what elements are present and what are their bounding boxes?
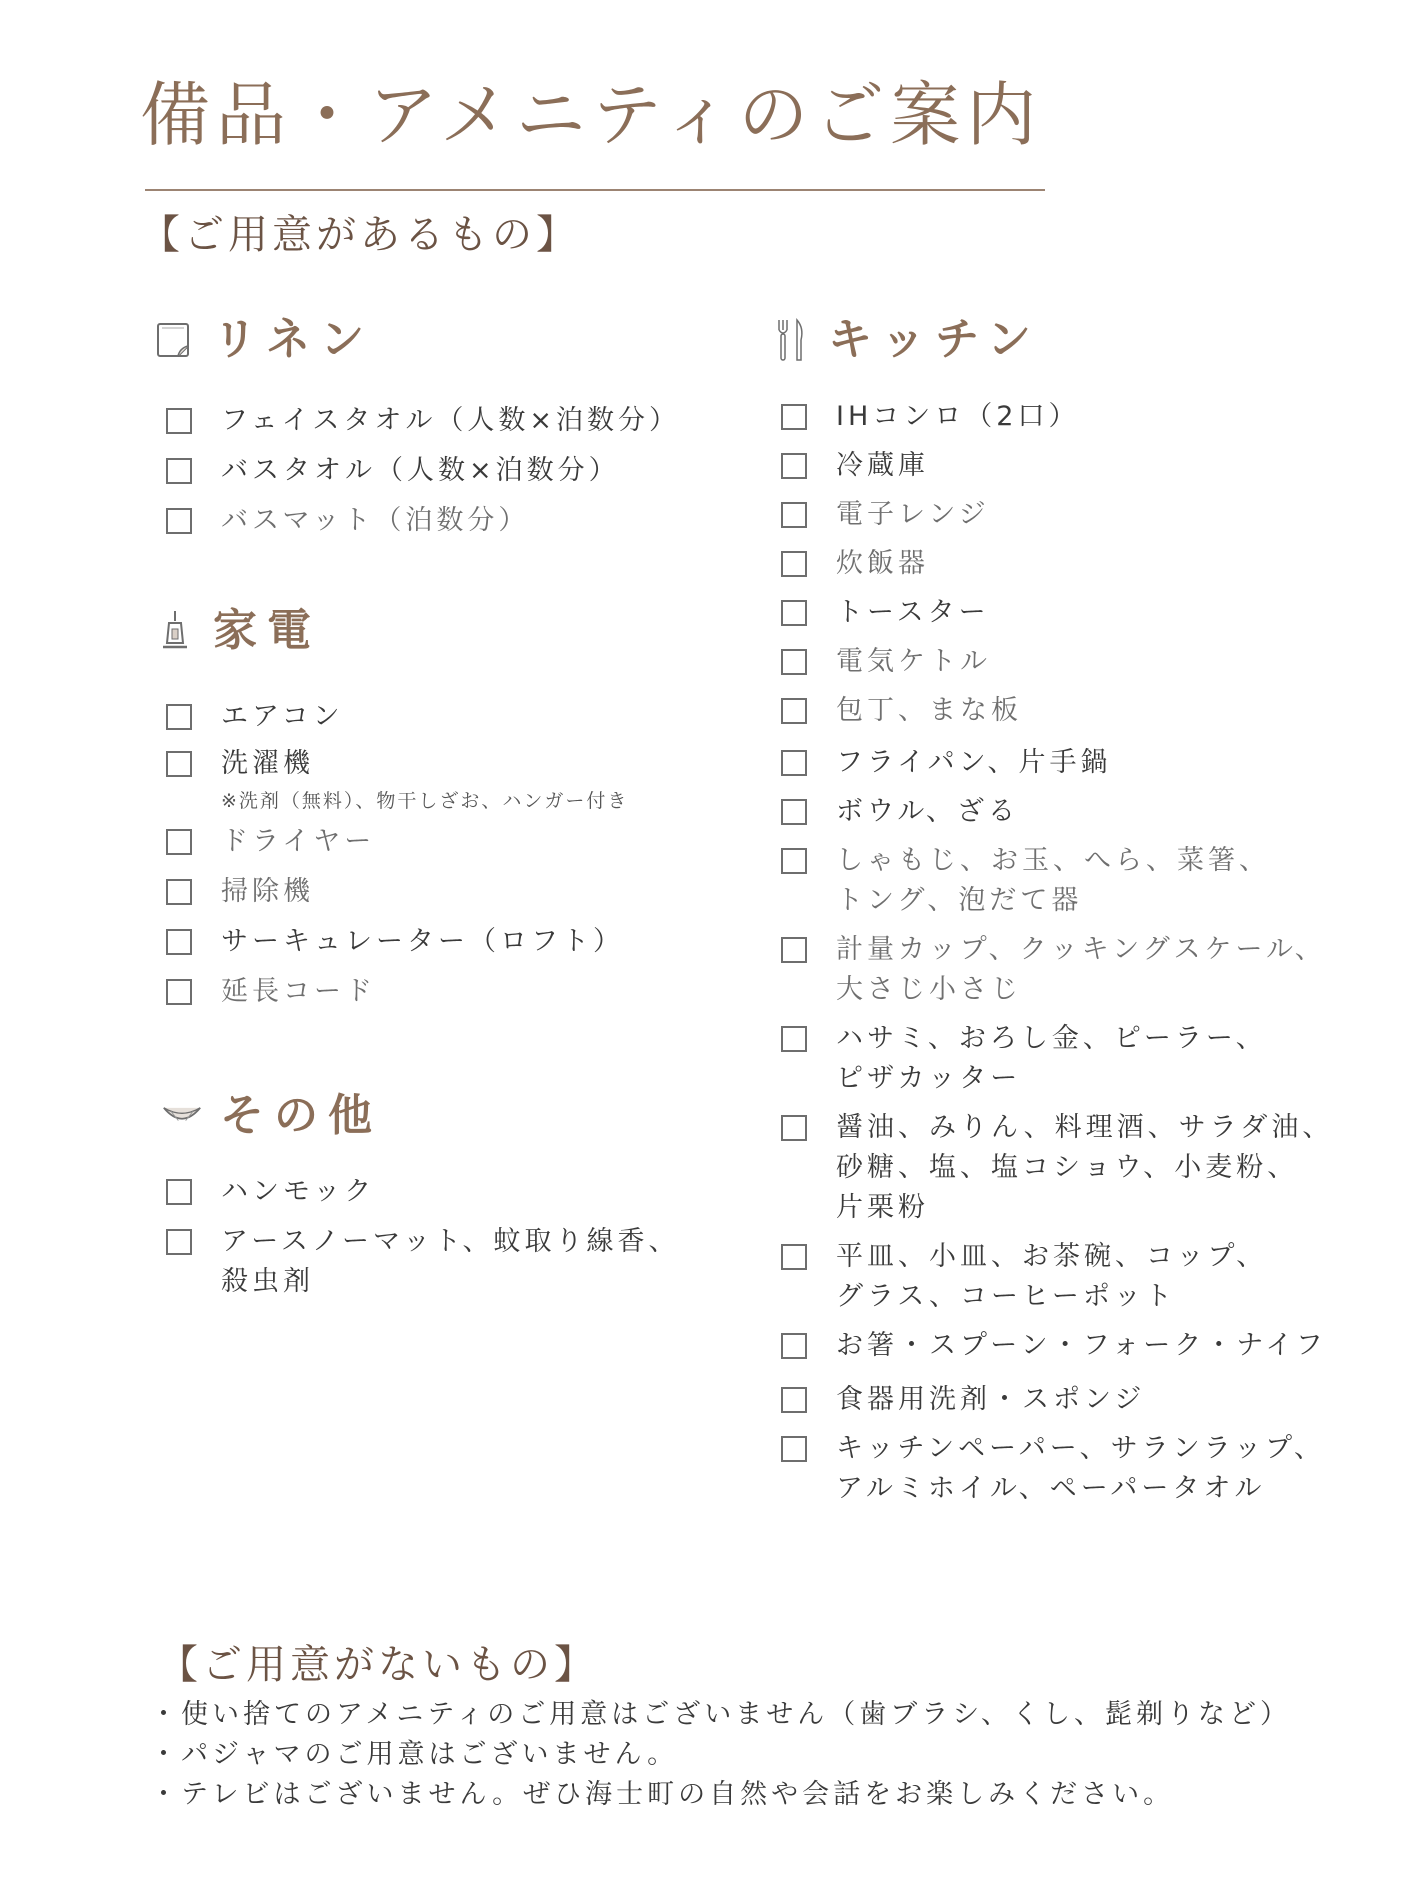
checkbox[interactable]	[166, 829, 192, 855]
list-item[interactable]: 電気ケトル	[781, 642, 1391, 682]
checkbox[interactable]	[781, 1333, 807, 1359]
available-heading: 【ご用意があるもの】	[140, 212, 580, 258]
list-item[interactable]: 計量カップ、クッキングスケール、 大さじ小さじ	[781, 930, 1391, 1010]
checkbox[interactable]	[781, 1387, 807, 1413]
list-item[interactable]: サーキュレーター（ロフト）	[166, 922, 726, 962]
section-title-kitchen	[770, 312, 1041, 368]
checkbox[interactable]	[781, 453, 807, 479]
list-item[interactable]: 延長コード	[166, 972, 726, 1012]
list-item[interactable]: フェイスタオル（人数×泊数分）	[166, 401, 726, 441]
unavailable-heading: 【ご用意がないもの】	[158, 1642, 598, 1688]
fork-knife-icon	[770, 318, 810, 362]
list-item[interactable]: 電子レンジ	[781, 495, 1391, 535]
section-title-kitchen-text: キッチン	[828, 314, 1041, 365]
notice-list	[150, 1695, 1291, 1815]
appliances-list	[166, 697, 726, 1012]
checkbox[interactable]	[781, 750, 807, 776]
notice-item: ・使い捨てのアメニティのご用意はございません（歯ブラシ、くし、髭剃りなど）	[150, 1699, 1292, 1730]
list-item[interactable]: 醤油、みりん、料理酒、サラダ油、 砂糖、塩、塩コショウ、小麦粉、 片栗粉	[781, 1108, 1391, 1228]
list-item[interactable]: 洗濯機 ※洗剤（無料）、物干しざお、ハンガー付き	[166, 744, 726, 816]
towel-icon	[155, 318, 195, 362]
section-title-appliances	[155, 603, 321, 659]
list-item[interactable]: ドライヤー	[166, 822, 726, 862]
checkbox[interactable]	[781, 848, 807, 874]
list-item[interactable]: ハサミ、おろし金、ピーラー、 ピザカッター	[781, 1019, 1391, 1099]
list-item[interactable]: バスタオル（人数×泊数分）	[166, 451, 726, 491]
checkbox[interactable]	[781, 937, 807, 963]
kitchen-list	[781, 397, 1391, 1509]
washing-machine-note: ※洗剤（無料）、物干しざお、ハンガー付き	[221, 790, 629, 812]
lamp-icon	[155, 609, 195, 653]
list-item[interactable]: 包丁、まな板	[781, 691, 1391, 731]
list-item[interactable]: 平皿、小皿、お茶碗、コップ、 グラス、コーヒーポット	[781, 1237, 1391, 1317]
notice-item: ・パジャマのご用意はございません。	[150, 1739, 679, 1770]
linen-list	[166, 401, 726, 541]
list-item[interactable]: ハンモック	[166, 1172, 726, 1212]
checkbox[interactable]	[781, 698, 807, 724]
list-item[interactable]: 炊飯器	[781, 544, 1391, 584]
list-item[interactable]: 冷蔵庫	[781, 446, 1391, 486]
checkbox[interactable]	[166, 979, 192, 1005]
list-item[interactable]: IHコンロ（2口）	[781, 397, 1391, 437]
list-item[interactable]: トースター	[781, 593, 1391, 633]
hammock-icon	[162, 1094, 202, 1138]
section-title-linen	[155, 312, 374, 368]
checkbox[interactable]	[781, 799, 807, 825]
list-item[interactable]: エアコン	[166, 697, 726, 737]
checkbox[interactable]	[166, 879, 192, 905]
checkbox[interactable]	[166, 751, 192, 777]
checkbox[interactable]	[166, 458, 192, 484]
checkbox[interactable]	[781, 551, 807, 577]
checkbox[interactable]	[781, 1115, 807, 1141]
section-title-other-text: その他	[220, 1090, 382, 1141]
section-title-other	[162, 1088, 382, 1144]
section-title-linen-text: リネン	[213, 314, 375, 365]
list-item[interactable]: しゃもじ、お玉、へら、菜箸、 トング、泡だて器	[781, 841, 1391, 921]
checkbox[interactable]	[166, 1229, 192, 1255]
checkbox[interactable]	[781, 649, 807, 675]
list-item[interactable]: お箸・スプーン・フォーク・ナイフ	[781, 1326, 1391, 1366]
checkbox[interactable]	[166, 929, 192, 955]
checkbox[interactable]	[781, 404, 807, 430]
checkbox[interactable]	[166, 1179, 192, 1205]
other-list	[166, 1172, 726, 1302]
checkbox[interactable]	[166, 508, 192, 534]
page-title: 備品・アメニティのご案内	[140, 74, 1043, 156]
list-item[interactable]: フライパン、片手鍋	[781, 743, 1391, 783]
notice-item: ・テレビはございません。ぜひ海士町の自然や会話をお楽しみください。	[150, 1779, 1175, 1810]
checkbox[interactable]	[781, 600, 807, 626]
list-item[interactable]: キッチンペーパー、サランラップ、 アルミホイル、ペーパータオル	[781, 1429, 1391, 1509]
list-item[interactable]: バスマット（泊数分）	[166, 501, 726, 541]
title-divider	[145, 189, 1045, 191]
checkbox[interactable]	[781, 502, 807, 528]
list-item[interactable]: 食器用洗剤・スポンジ	[781, 1380, 1391, 1420]
list-item[interactable]: アースノーマット、蚊取り線香、 殺虫剤	[166, 1222, 726, 1302]
checkbox[interactable]	[781, 1026, 807, 1052]
checkbox[interactable]	[781, 1436, 807, 1462]
checkbox[interactable]	[166, 704, 192, 730]
checkbox[interactable]	[781, 1244, 807, 1270]
list-item[interactable]: ボウル、ざる	[781, 792, 1391, 832]
list-item[interactable]: 掃除機	[166, 872, 726, 912]
section-title-appliances-text: 家電	[213, 605, 321, 656]
checkbox[interactable]	[166, 408, 192, 434]
